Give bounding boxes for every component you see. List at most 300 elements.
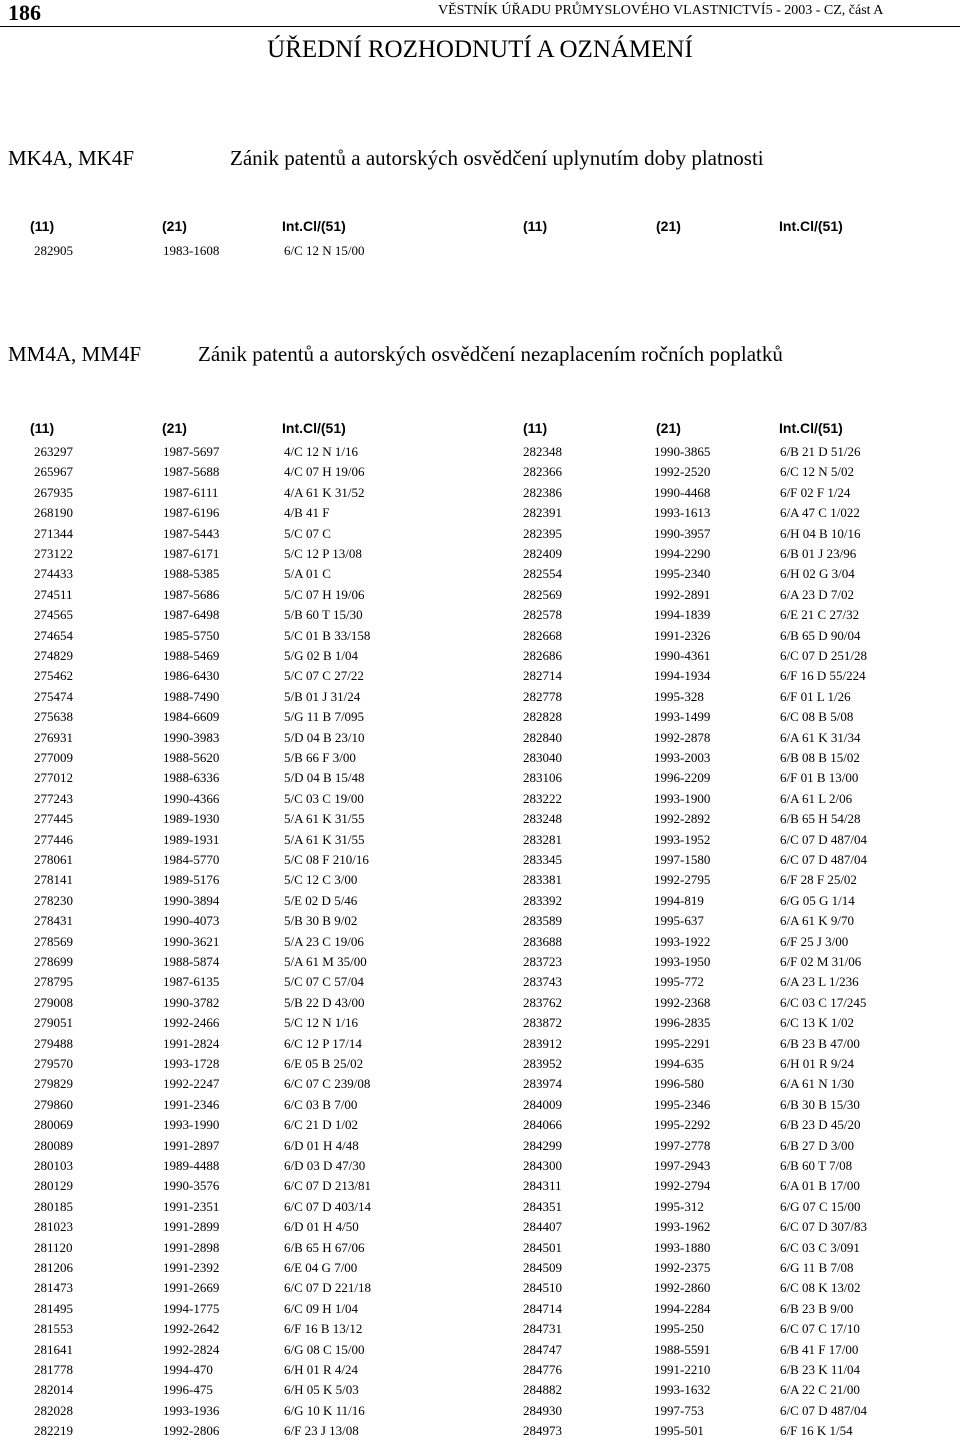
application-number-right: 1995-2346 [654, 1096, 711, 1112]
patent-number: 279860 [34, 1096, 73, 1112]
patent-number-right: 284973 [523, 1423, 562, 1439]
application-number: 1984-6609 [163, 709, 220, 725]
application-number: 1987-6171 [163, 546, 220, 561]
application-number-right: 1992-2375 [654, 1260, 711, 1275]
patent-number: 282014 [34, 1382, 73, 1398]
application-number-right: 1992-2794 [654, 1178, 711, 1194]
patent-number: 277445 [34, 811, 73, 827]
patent-number: 274511 [34, 586, 73, 602]
patent-number: 277446 [34, 831, 73, 847]
table-row [0, 1036, 960, 1056]
patent-number-right: 284731 [523, 1321, 562, 1337]
patent-number-right: 284300 [523, 1158, 562, 1173]
patent-number: 274829 [34, 648, 73, 663]
patent-number-right: 283872 [523, 1015, 562, 1031]
int-class-right: 6/B 08 B 15/02 [780, 750, 860, 765]
patent-number-right: 282686 [523, 648, 562, 663]
application-number-right: 1995-312 [654, 1198, 704, 1214]
col-header-11: (11) [30, 420, 55, 436]
patent-number: 278569 [34, 933, 73, 949]
patent-number: 281023 [34, 1219, 73, 1235]
patent-number-right: 283392 [523, 892, 562, 908]
table-row [0, 791, 960, 811]
int-class: 5/C 03 C 19/00 [284, 790, 364, 806]
int-class-right: 6/C 13 K 1/02 [780, 1015, 855, 1031]
patent-number-right: 283106 [523, 770, 562, 786]
patent-number-right: 284747 [523, 1341, 562, 1357]
application-number: 1992-2247 [163, 1076, 220, 1092]
table-row [0, 1321, 960, 1341]
patent-number-right: 284311 [523, 1178, 562, 1194]
application-number: 1991-2898 [163, 1239, 220, 1255]
patent-number: 274565 [34, 607, 73, 623]
application-number-right: 1992-2520 [654, 464, 711, 480]
application-number-right: 1992-2860 [654, 1280, 711, 1296]
application-number-right: 1992-2795 [654, 872, 711, 888]
patent-number: 274654 [34, 627, 73, 643]
table-row [0, 872, 960, 892]
col-header-11: (11) [30, 218, 55, 234]
application-number: 1991-2351 [163, 1198, 220, 1214]
patent-number: 277009 [34, 750, 73, 765]
int-class: 6/E 04 G 7/00 [284, 1260, 358, 1275]
int-class: 6/C 07 D 213/81 [284, 1178, 372, 1194]
patent-number-right: 284501 [523, 1239, 562, 1255]
col-header-intcl: Int.Cl/(51) [282, 218, 346, 234]
application-number-right: 1993-1952 [654, 831, 711, 847]
col-header-21: (21) [162, 420, 187, 436]
patent-number-right: 283743 [523, 974, 562, 990]
int-class: 5/C 01 B 33/158 [284, 627, 371, 643]
table-row [0, 648, 960, 668]
patent-number-right: 283040 [523, 750, 562, 765]
int-class-right: 6/B 65 H 54/28 [780, 811, 861, 827]
table-row [0, 750, 960, 770]
int-class-right: 6/A 23 D 7/02 [780, 586, 855, 602]
patent-number: 273122 [34, 546, 73, 561]
application-number: 1987-5688 [163, 464, 220, 480]
int-class: 5/C 12 P 13/08 [284, 546, 362, 561]
int-class-right: 6/B 23 B 47/00 [780, 1035, 860, 1051]
patent-number-right: 284714 [523, 1300, 562, 1316]
int-class-right: 6/A 61 K 9/70 [780, 913, 855, 929]
application-number-right: 1995-250 [654, 1321, 704, 1337]
application-number: 1993-1936 [163, 1402, 220, 1418]
int-class-right: 6/F 16 K 1/54 [780, 1423, 853, 1439]
table-row [0, 995, 960, 1015]
application-number-right: 1997-2943 [654, 1158, 711, 1173]
patent-number-right: 282840 [523, 729, 562, 745]
table-row [0, 1423, 960, 1443]
application-number-right: 1994-2284 [654, 1300, 711, 1316]
table-row [0, 832, 960, 852]
int-class: 6/D 03 D 47/30 [284, 1158, 366, 1173]
patent-number: 281120 [34, 1239, 73, 1255]
int-class: 5/A 61 M 35/00 [284, 954, 367, 969]
int-class-right: 6/H 01 R 9/24 [780, 1056, 855, 1071]
patent-number: 281778 [34, 1362, 73, 1377]
application-number-right: 1993-1950 [654, 954, 711, 969]
application-number-right: 1993-1922 [654, 933, 711, 949]
application-number: 1987-5443 [163, 525, 220, 541]
patent-number: 278230 [34, 892, 73, 908]
application-number: 1989-4488 [163, 1158, 220, 1173]
patent-number: 268190 [34, 505, 73, 521]
int-class: 5/C 07 H 19/06 [284, 586, 365, 602]
patent-number: 279570 [34, 1056, 73, 1071]
int-class: 5/C 08 F 210/16 [284, 852, 369, 867]
int-class-right: 6/G 11 B 7/08 [780, 1260, 854, 1275]
table-row [0, 1117, 960, 1137]
application-number: 1991-2669 [163, 1280, 220, 1296]
application-number: 1988-5385 [163, 566, 220, 582]
patent-number: 279051 [34, 1015, 73, 1031]
int-class: 5/C 12 C 3/00 [284, 872, 358, 888]
patent-number-right: 282366 [523, 464, 562, 480]
application-number: 1991-2897 [163, 1137, 220, 1153]
int-class: 5/B 60 T 15/30 [284, 607, 363, 623]
patent-number: 274433 [34, 566, 73, 582]
patent-number: 281206 [34, 1260, 73, 1275]
patent-number: 278141 [34, 872, 73, 888]
application-number: 1983-1608 [163, 243, 220, 258]
patent-number-right: 284066 [523, 1117, 562, 1133]
table-row [0, 1015, 960, 1035]
table-row [0, 464, 960, 484]
int-class: 6/C 07 D 403/14 [284, 1198, 372, 1214]
section1-title: Zánik patentů a autorských osvědčení uplynutím doby platnosti [230, 146, 764, 170]
application-number-right: 1996-2835 [654, 1015, 711, 1031]
application-number-right: 1988-5591 [654, 1341, 711, 1357]
application-number: 1988-7490 [163, 688, 220, 704]
patent-number: 275638 [34, 709, 73, 725]
int-class: 5/D 04 B 15/48 [284, 770, 365, 786]
table-row [0, 689, 960, 709]
patent-number-right: 282391 [523, 505, 562, 521]
section2-column-header [0, 420, 960, 440]
patent-number-right: 282668 [523, 627, 562, 643]
application-number-right: 1993-1613 [654, 505, 711, 521]
int-class-right: 6/F 01 B 13/00 [780, 770, 859, 786]
table-row [0, 852, 960, 872]
patent-number: 281553 [34, 1321, 73, 1337]
patent-number-right: 282578 [523, 607, 562, 623]
application-number-right: 1995-637 [654, 913, 704, 929]
int-class-right: 6/F 02 F 1/24 [780, 484, 851, 500]
application-number: 1989-5176 [163, 872, 220, 888]
table-row [0, 1097, 960, 1117]
patent-number: 282905 [34, 243, 73, 258]
table-row [0, 1280, 960, 1300]
patent-number-right: 282554 [523, 566, 562, 582]
int-class-right: 6/C 07 D 307/83 [780, 1219, 868, 1235]
application-number: 1988-5620 [163, 750, 220, 765]
int-class-right: 6/F 01 L 1/26 [780, 688, 851, 704]
table-row [0, 1219, 960, 1239]
application-number-right: 1994-1839 [654, 607, 711, 623]
table-row [0, 1382, 960, 1402]
int-class: 5/C 07 C 57/04 [284, 974, 364, 990]
patent-number: 265967 [34, 464, 73, 480]
table-row [0, 770, 960, 790]
table-row [0, 1158, 960, 1178]
int-class: 5/A 23 C 19/06 [284, 933, 364, 949]
int-class: 5/A 01 C [284, 566, 331, 582]
application-number: 1991-2899 [163, 1219, 220, 1235]
int-class-right: 6/C 07 D 251/28 [780, 648, 868, 663]
page-number: 186 [8, 0, 41, 25]
patent-number: 280069 [34, 1117, 73, 1133]
table-row [0, 485, 960, 505]
patent-number: 275474 [34, 688, 73, 704]
patent-number: 276931 [34, 729, 73, 745]
int-class-right: 6/C 07 C 17/10 [780, 1321, 860, 1337]
int-class: 5/E 02 D 5/46 [284, 892, 358, 908]
patent-number: 280103 [34, 1158, 73, 1173]
int-class-right: 6/C 08 B 5/08 [780, 709, 854, 725]
application-number-right: 1995-501 [654, 1423, 704, 1439]
table-row [0, 1076, 960, 1096]
application-number: 1990-3894 [163, 892, 220, 908]
int-class: 6/C 12 N 15/00 [284, 243, 365, 258]
int-class: 6/C 03 B 7/00 [284, 1096, 358, 1112]
int-class-right: 6/F 16 D 55/224 [780, 668, 866, 684]
patent-number: 277243 [34, 790, 73, 806]
int-class-right: 6/F 25 J 3/00 [780, 933, 849, 949]
int-class-right: 6/B 01 J 23/96 [780, 546, 857, 561]
patent-number-right: 284776 [523, 1362, 562, 1377]
application-number: 1990-4366 [163, 790, 220, 806]
int-class-right: 6/B 27 D 3/00 [780, 1137, 855, 1153]
int-class-right: 6/A 22 C 21/00 [780, 1382, 860, 1398]
table-row [0, 811, 960, 831]
col-header-11-right: (11) [523, 218, 548, 234]
application-number: 1990-3576 [163, 1178, 220, 1194]
application-number: 1990-3782 [163, 994, 220, 1010]
patent-number-right: 283762 [523, 994, 562, 1010]
table-row [0, 1240, 960, 1260]
int-class-right: 6/B 23 D 45/20 [780, 1117, 861, 1133]
int-class: 6/B 65 H 67/06 [284, 1239, 365, 1255]
application-number: 1986-6430 [163, 668, 220, 684]
int-class: 6/F 16 B 13/12 [284, 1321, 363, 1337]
application-number: 1988-6336 [163, 770, 220, 786]
application-number-right: 1994-819 [654, 892, 704, 908]
application-number-right: 1995-2291 [654, 1035, 711, 1051]
col-header-21-right: (21) [656, 420, 681, 436]
patent-number-right: 283688 [523, 933, 562, 949]
int-class-right: 6/A 47 C 1/022 [780, 505, 860, 521]
application-number: 1990-4073 [163, 913, 220, 929]
table-row [0, 730, 960, 750]
table-row [0, 526, 960, 546]
application-number-right: 1990-3865 [654, 444, 711, 459]
int-class: 5/A 61 K 31/55 [284, 811, 365, 827]
patent-number-right: 284882 [523, 1382, 562, 1398]
table-row [0, 607, 960, 627]
application-number: 1984-5770 [163, 852, 220, 867]
patent-number-right: 284351 [523, 1198, 562, 1214]
patent-number-right: 282778 [523, 688, 562, 704]
table-row [0, 934, 960, 954]
int-class: 5/C 12 N 1/16 [284, 1015, 359, 1031]
patent-number: 281473 [34, 1280, 73, 1296]
application-number-right: 1992-2891 [654, 586, 711, 602]
patent-number: 263297 [34, 444, 73, 459]
application-number-right: 1992-2878 [654, 729, 711, 745]
patent-number: 271344 [34, 525, 73, 541]
application-number-right: 1997-2778 [654, 1137, 711, 1153]
table-row [0, 243, 960, 263]
patent-number: 278795 [34, 974, 73, 990]
patent-number-right: 283222 [523, 790, 562, 806]
col-header-21: (21) [162, 218, 187, 234]
application-number: 1993-1990 [163, 1117, 220, 1133]
application-number: 1991-2824 [163, 1035, 220, 1051]
application-number: 1988-5874 [163, 954, 220, 969]
application-number: 1994-1775 [163, 1300, 220, 1316]
int-class-right: 6/C 07 D 487/04 [780, 831, 868, 847]
patent-number: 282219 [34, 1423, 73, 1439]
application-number: 1991-2346 [163, 1096, 220, 1112]
table-row [0, 1301, 960, 1321]
application-number-right: 1994-2290 [654, 546, 711, 561]
int-class-right: 6/G 07 C 15/00 [780, 1198, 861, 1214]
patent-number-right: 284299 [523, 1137, 562, 1153]
int-class-right: 6/G 05 G 1/14 [780, 892, 855, 908]
int-class: 6/D 01 H 4/50 [284, 1219, 359, 1235]
int-class-right: 6/F 02 M 31/06 [780, 954, 862, 969]
int-class: 6/D 01 H 4/48 [284, 1137, 359, 1153]
application-number: 1994-470 [163, 1362, 213, 1377]
header-rule [0, 26, 960, 27]
patent-number-right: 283281 [523, 831, 562, 847]
application-number-right: 1993-1499 [654, 709, 711, 725]
patent-number-right: 282386 [523, 484, 562, 500]
int-class-right: 6/F 28 F 25/02 [780, 872, 857, 888]
application-number: 1993-1728 [163, 1056, 220, 1071]
section2-code: MM4A, MM4F [8, 342, 142, 366]
table-row [0, 1362, 960, 1382]
patent-number-right: 283723 [523, 954, 562, 969]
application-number-right: 1994-1934 [654, 668, 711, 684]
patent-number-right: 282714 [523, 668, 562, 684]
journal-header: VĚSTNÍK ÚŘADU PRŮMYSLOVÉHO VLASTNICTVÍ5 - 2003 - CZ, část A [438, 3, 884, 18]
patent-number-right: 282395 [523, 525, 562, 541]
int-class-right: 6/C 07 D 487/04 [780, 1402, 868, 1418]
application-number-right: 1991-2210 [654, 1362, 711, 1377]
col-header-intcl-right: Int.Cl/(51) [779, 218, 843, 234]
int-class-right: 6/A 01 B 17/00 [780, 1178, 860, 1194]
int-class-right: 6/B 21 D 51/26 [780, 444, 861, 459]
patent-number-right: 283589 [523, 913, 562, 929]
int-class-right: 6/A 23 L 1/236 [780, 974, 859, 990]
application-number: 1990-3621 [163, 933, 220, 949]
col-header-21-right: (21) [656, 218, 681, 234]
application-number: 1996-475 [163, 1382, 213, 1398]
table-row [0, 566, 960, 586]
int-class: 6/C 12 P 17/14 [284, 1035, 362, 1051]
int-class-right: 6/C 07 D 487/04 [780, 852, 868, 867]
int-class: 6/G 10 K 11/16 [284, 1402, 365, 1418]
application-number-right: 1991-2326 [654, 627, 711, 643]
section2-title: Zánik patentů a autorských osvědčení nezaplacením ročních poplatků [198, 342, 783, 366]
int-class-right: 6/B 65 D 90/04 [780, 627, 861, 643]
application-number-right: 1992-2368 [654, 994, 711, 1010]
application-number-right: 1992-2892 [654, 811, 711, 827]
patent-number-right: 284509 [523, 1260, 562, 1275]
int-class: 6/C 09 H 1/04 [284, 1300, 359, 1316]
patent-number-right: 284930 [523, 1402, 562, 1418]
patent-number-right: 284009 [523, 1096, 562, 1112]
application-number: 1992-2642 [163, 1321, 220, 1337]
int-class: 6/E 05 B 25/02 [284, 1056, 364, 1071]
table-row [0, 974, 960, 994]
int-class-right: 6/E 21 C 27/32 [780, 607, 860, 623]
int-class: 5/C 07 C 27/22 [284, 668, 364, 684]
int-class: 4/B 41 F [284, 505, 330, 521]
application-number: 1991-2392 [163, 1260, 220, 1275]
int-class: 6/F 23 J 13/08 [284, 1423, 359, 1439]
int-class-right: 6/B 30 B 15/30 [780, 1096, 860, 1112]
int-class-right: 6/B 60 T 7/08 [780, 1158, 853, 1173]
patent-number: 280129 [34, 1178, 73, 1194]
application-number-right: 1997-1580 [654, 852, 711, 867]
application-number: 1992-2824 [163, 1341, 220, 1357]
patent-number-right: 282569 [523, 586, 562, 602]
patent-number-right: 282348 [523, 444, 562, 459]
application-number-right: 1996-580 [654, 1076, 704, 1092]
int-class-right: 6/C 12 N 5/02 [780, 464, 855, 480]
patent-number-right: 283248 [523, 811, 562, 827]
application-number-right: 1997-753 [654, 1402, 704, 1418]
application-number: 1985-5750 [163, 627, 220, 643]
col-header-intcl-right: Int.Cl/(51) [779, 420, 843, 436]
patent-number: 278431 [34, 913, 73, 929]
table-row [0, 546, 960, 566]
patent-number-right: 283345 [523, 852, 562, 867]
application-number-right: 1993-1900 [654, 790, 711, 806]
application-number: 1990-3983 [163, 729, 220, 745]
patent-number-right: 284407 [523, 1219, 562, 1235]
table-row [0, 709, 960, 729]
int-class: 5/G 11 B 7/095 [284, 709, 365, 725]
col-header-11-right: (11) [523, 420, 548, 436]
int-class: 6/G 08 C 15/00 [284, 1341, 365, 1357]
table-row [0, 1403, 960, 1423]
section1-code: MK4A, MK4F [8, 146, 135, 170]
patent-number-right: 283952 [523, 1056, 562, 1071]
patent-number: 280185 [34, 1198, 73, 1214]
table-row [0, 1199, 960, 1219]
table-row [0, 1056, 960, 1076]
application-number-right: 1996-2209 [654, 770, 711, 786]
patent-number: 275462 [34, 668, 73, 684]
patent-number-right: 283974 [523, 1076, 562, 1092]
application-number-right: 1993-1962 [654, 1219, 711, 1235]
int-class-right: 6/C 03 C 3/091 [780, 1239, 860, 1255]
application-number-right: 1994-635 [654, 1056, 704, 1071]
table-row [0, 444, 960, 464]
patent-number: 279488 [34, 1035, 73, 1051]
application-number: 1987-6135 [163, 974, 220, 990]
table-row [0, 913, 960, 933]
patent-number: 279008 [34, 994, 73, 1010]
int-class: 4/C 12 N 1/16 [284, 444, 359, 459]
int-class: 5/B 01 J 31/24 [284, 688, 361, 704]
int-class-right: 6/C 03 C 17/245 [780, 994, 867, 1010]
section1-column-header [0, 218, 960, 238]
